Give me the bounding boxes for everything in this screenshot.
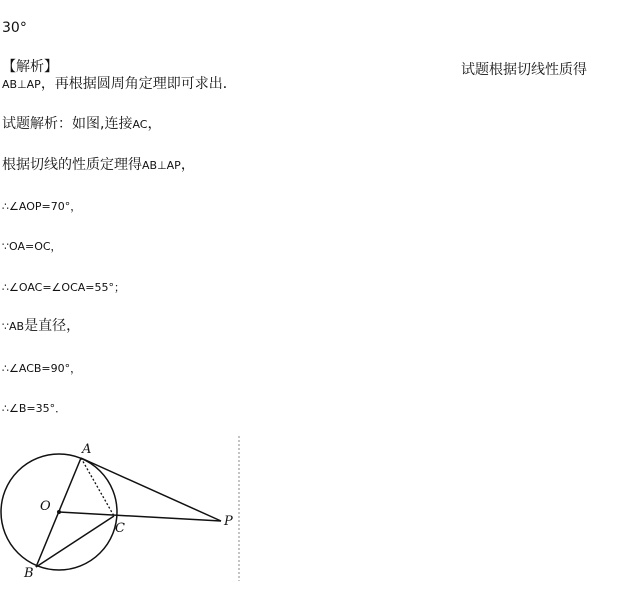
center-point [57,510,61,514]
label-b: B [24,566,34,581]
tangent-math: AB⊥AP [142,159,181,172]
segment-ac-dashed [81,458,114,516]
segment-op [59,512,221,521]
analysis-line-2 [2,76,237,93]
label-p: P [224,514,233,529]
step-5: ∴∠ACB=90°， [2,362,82,375]
solution-intro [2,116,161,133]
step-2: ∵OA=OC， [2,240,62,253]
step-3: ∴∠OAC=∠OCA=55°； [2,281,125,294]
solution-intro-punct: ， [147,116,162,132]
analysis-line-2-math: AB⊥AP [2,78,41,91]
step-1: ∴∠AOP=70°， [2,200,82,213]
tangent-line [2,157,195,174]
step-4 [2,318,80,335]
solution-intro-math: AC [132,118,148,131]
geometry-figure [0,436,250,586]
analysis-heading: 【解析】 [2,59,58,75]
step-6: ∴∠B=35°． [2,402,67,415]
label-c: C [115,521,125,536]
segment-bc [36,516,114,567]
segment-ap [81,458,221,521]
step-4-math: ∵AB [2,320,25,333]
label-o: O [40,499,51,514]
tangent-punct: ， [180,157,195,173]
analysis-line-2-text: ，再根据圆周角定理即可求出． [40,76,237,92]
analysis-right-text: 试题根据切线性质得 [461,62,587,78]
solution-intro-text: 试题解析：如图,连接 [2,116,133,132]
label-a: A [82,442,92,457]
tangent-text: 根据切线的性质定理得 [2,157,142,173]
step-4-text: 是直径， [24,318,81,334]
answer: 30° [2,20,27,36]
